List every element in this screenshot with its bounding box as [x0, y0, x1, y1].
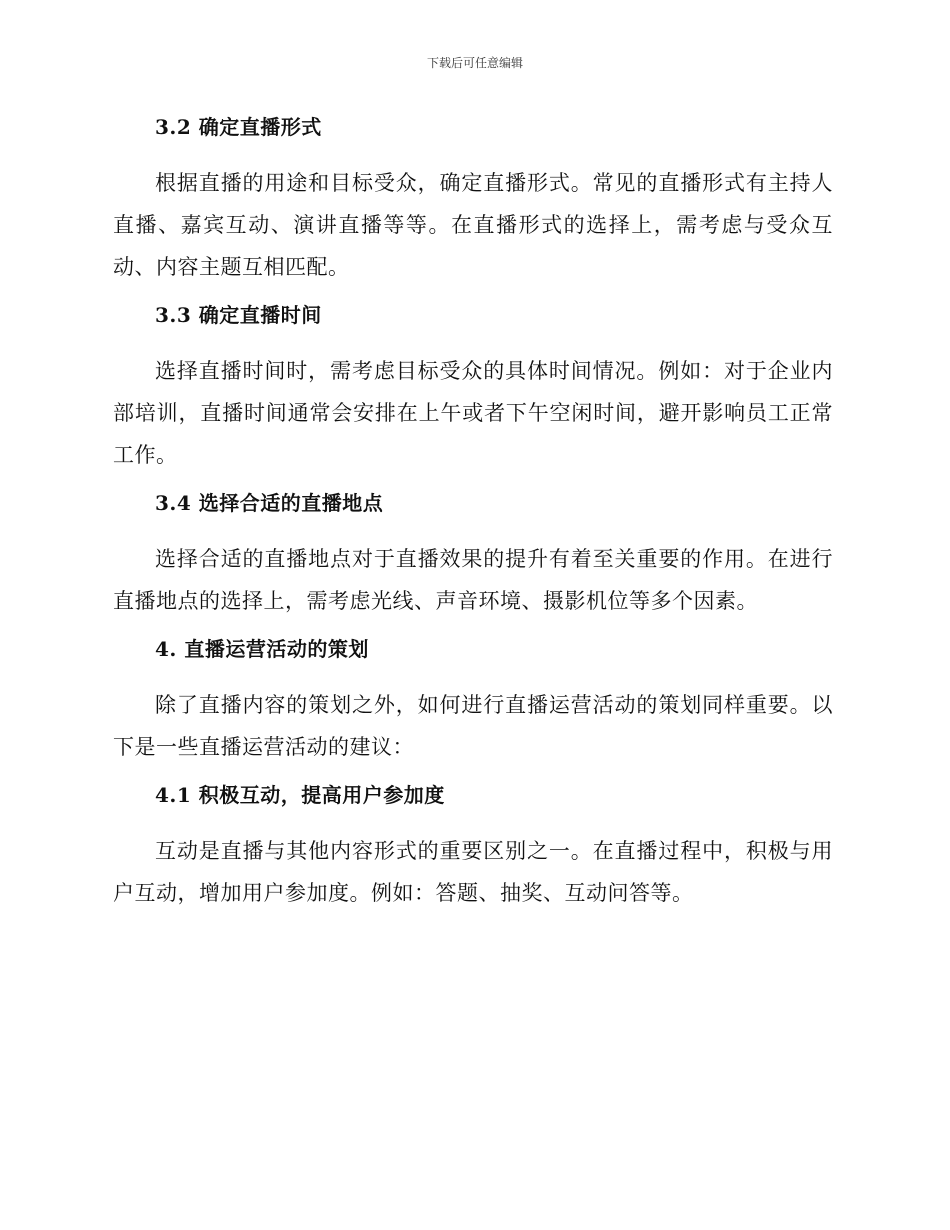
section-heading-4: 4. 直播运营活动的策划 [155, 637, 369, 661]
section-heading-3-4: 3.4 选择合适的直播地点 [155, 491, 384, 515]
document-body [113, 110, 833, 924]
section-heading-4-1: 4.1 积极互动，提高用户参加度 [155, 783, 445, 807]
section-heading-3-2: 3.2 确定直播形式 [155, 115, 322, 139]
section-paragraph-3-3: 选择直播时间时，需考虑目标受众的具体时间情况。例如：对于企业内部培训，直播时间通常会安排在上午或者下午空闲时间，避开影响员工正常工作。 [113, 359, 833, 467]
section-paragraph-3-2: 根据直播的用途和目标受众，确定直播形式。常见的直播形式有主持人直播、嘉宾互动、演讲直播等等。在直播形式的选择上，需考虑与受众互动、内容主题互相匹配。 [113, 171, 833, 279]
page-header: 下载后可任意编辑 [426, 56, 523, 70]
section-heading-3-3: 3.3 确定直播时间 [155, 303, 322, 327]
section-paragraph-3-4: 选择合适的直播地点对于直播效果的提升有着至关重要的作用。在进行直播地点的选择上，需考虑光线、声音环境、摄影机位等多个因素。 [113, 547, 833, 613]
section-paragraph-4: 除了直播内容的策划之外，如何进行直播运营活动的策划同样重要。以下是一些直播运营活动的建议： [113, 693, 833, 759]
section-paragraph-4-1: 互动是直播与其他内容形式的重要区别之一。在直播过程中，积极与用户互动，增加用户参加度。例如：答题、抽奖、互动问答等。 [113, 839, 833, 905]
